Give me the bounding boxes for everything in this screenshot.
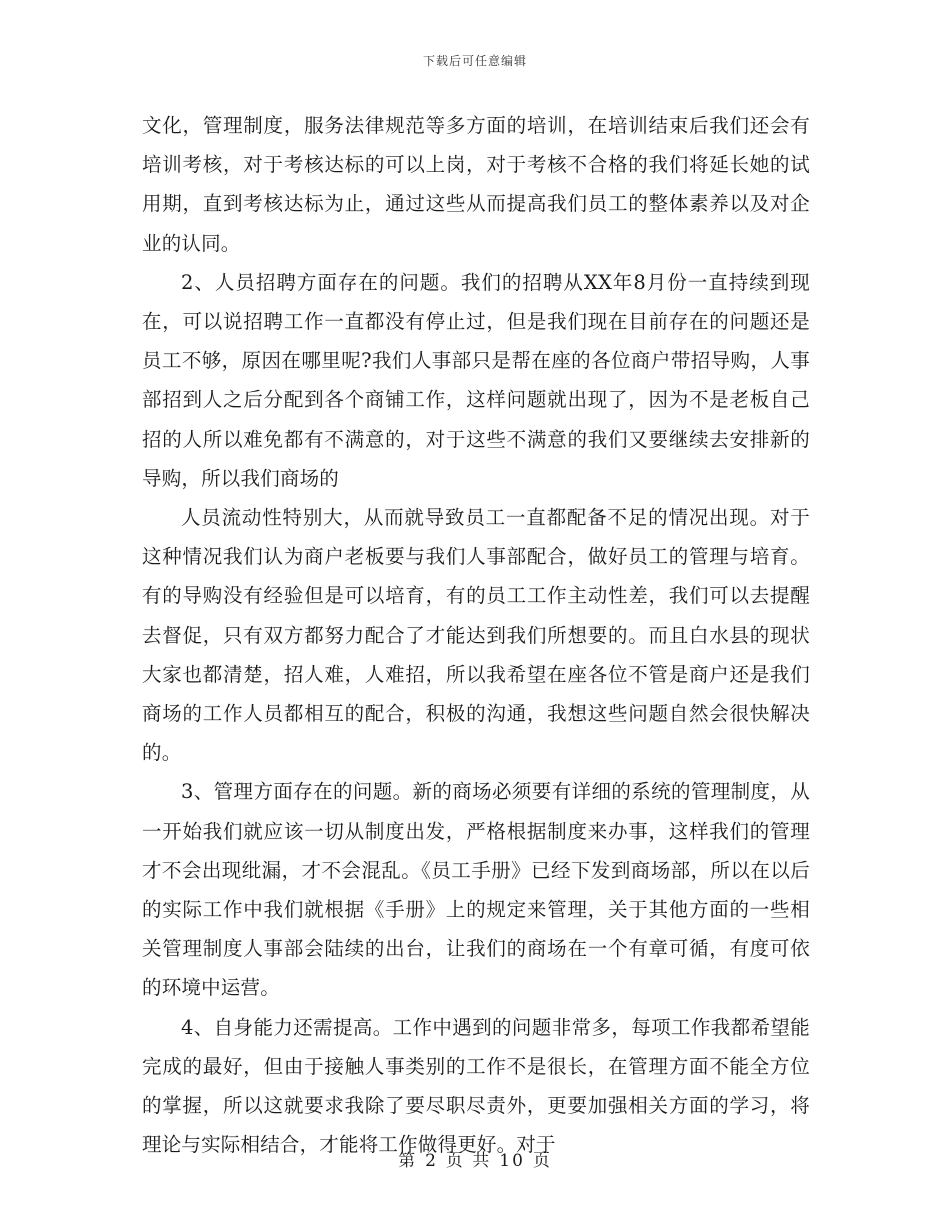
page-footer	[0, 1146, 950, 1171]
footer-middle: 页 共	[445, 1151, 492, 1171]
paragraph-continuation: 文化，管理制度，服务法律规范等多方面的培训，在培训结束后我们还会有培训考核，对于考核达标的可以上岗，对于考核不合格的我们将延长她的试用期，直到考核达标为止，通过这些从而提高我们员工的整体素养以及对企业的认同。	[142, 114, 810, 255]
paragraph-recruitment: 2、人员招聘方面存在的问题。我们的招聘从XX年8月份一直持续到现在，可以说招聘工作一直都没有停止过，但是我们现在目前存在的问题还是员工不够，原因在哪里呢?我们人事部只是帮在座的各位商户带招导购，人事部招到人之后分配到各个商铺工作，这样问题就出现了，因为不是老板自己招的人所以难免都有不满意的，对于这些不满意的我们又要继续去安排新的导购，所以我们商场的	[142, 270, 810, 490]
page-header	[0, 52, 950, 69]
footer-suffix: 页	[532, 1151, 552, 1171]
footer-page-number: 2	[425, 1151, 438, 1171]
header-text: 下载后可任意编辑	[422, 54, 527, 68]
footer-prefix: 第	[398, 1151, 418, 1171]
paragraph-staff-turnover: 人员流动性特别大，从而就导致员工一直都配备不足的情况出现。对于这种情况我们认为商户老板要与我们人事部配合，做好员工的管理与培育。有的导购没有经验但是可以培育，有的员工工作主动性差，我们可以去提醒去督促，只有双方都努力配合了才能达到我们所想要的。而且白水县的现状大家也都清楚，招人难，人难招，所以我希望在座各位不管是商户还是我们商场的工作人员都相互的配合，积极的沟通，我想这些问题自然会很快解决的。	[142, 506, 810, 765]
footer-total-pages: 10	[499, 1151, 525, 1171]
paragraph-management: 3、管理方面存在的问题。新的商场必须要有详细的系统的管理制度，从一开始我们就应该一切从制度出发，严格根据制度来办事，这样我们的管理才不会出现纰漏，才不会混乱。《员工手册》已经下发到商场部，所以在以后的实际工作中我们就根据《手册》上的规定来管理，关于其他方面的一些相关管理制度人事部会陆续的出台，让我们的商场在一个有章可循，有度可依的环境中运营。	[142, 780, 810, 1000]
document-body	[142, 106, 810, 1164]
paragraph-self-improvement: 4、自身能力还需提高。工作中遇到的问题非常多，每项工作我都希望能完成的最好，但由于接触人事类别的工作不是很长，在管理方面不能全方位的掌握，所以这就要求我除了要尽职尽责外，更要加强相关方面的学习，将理论与实际相结合，才能将工作做得更好。对于	[142, 1015, 810, 1157]
